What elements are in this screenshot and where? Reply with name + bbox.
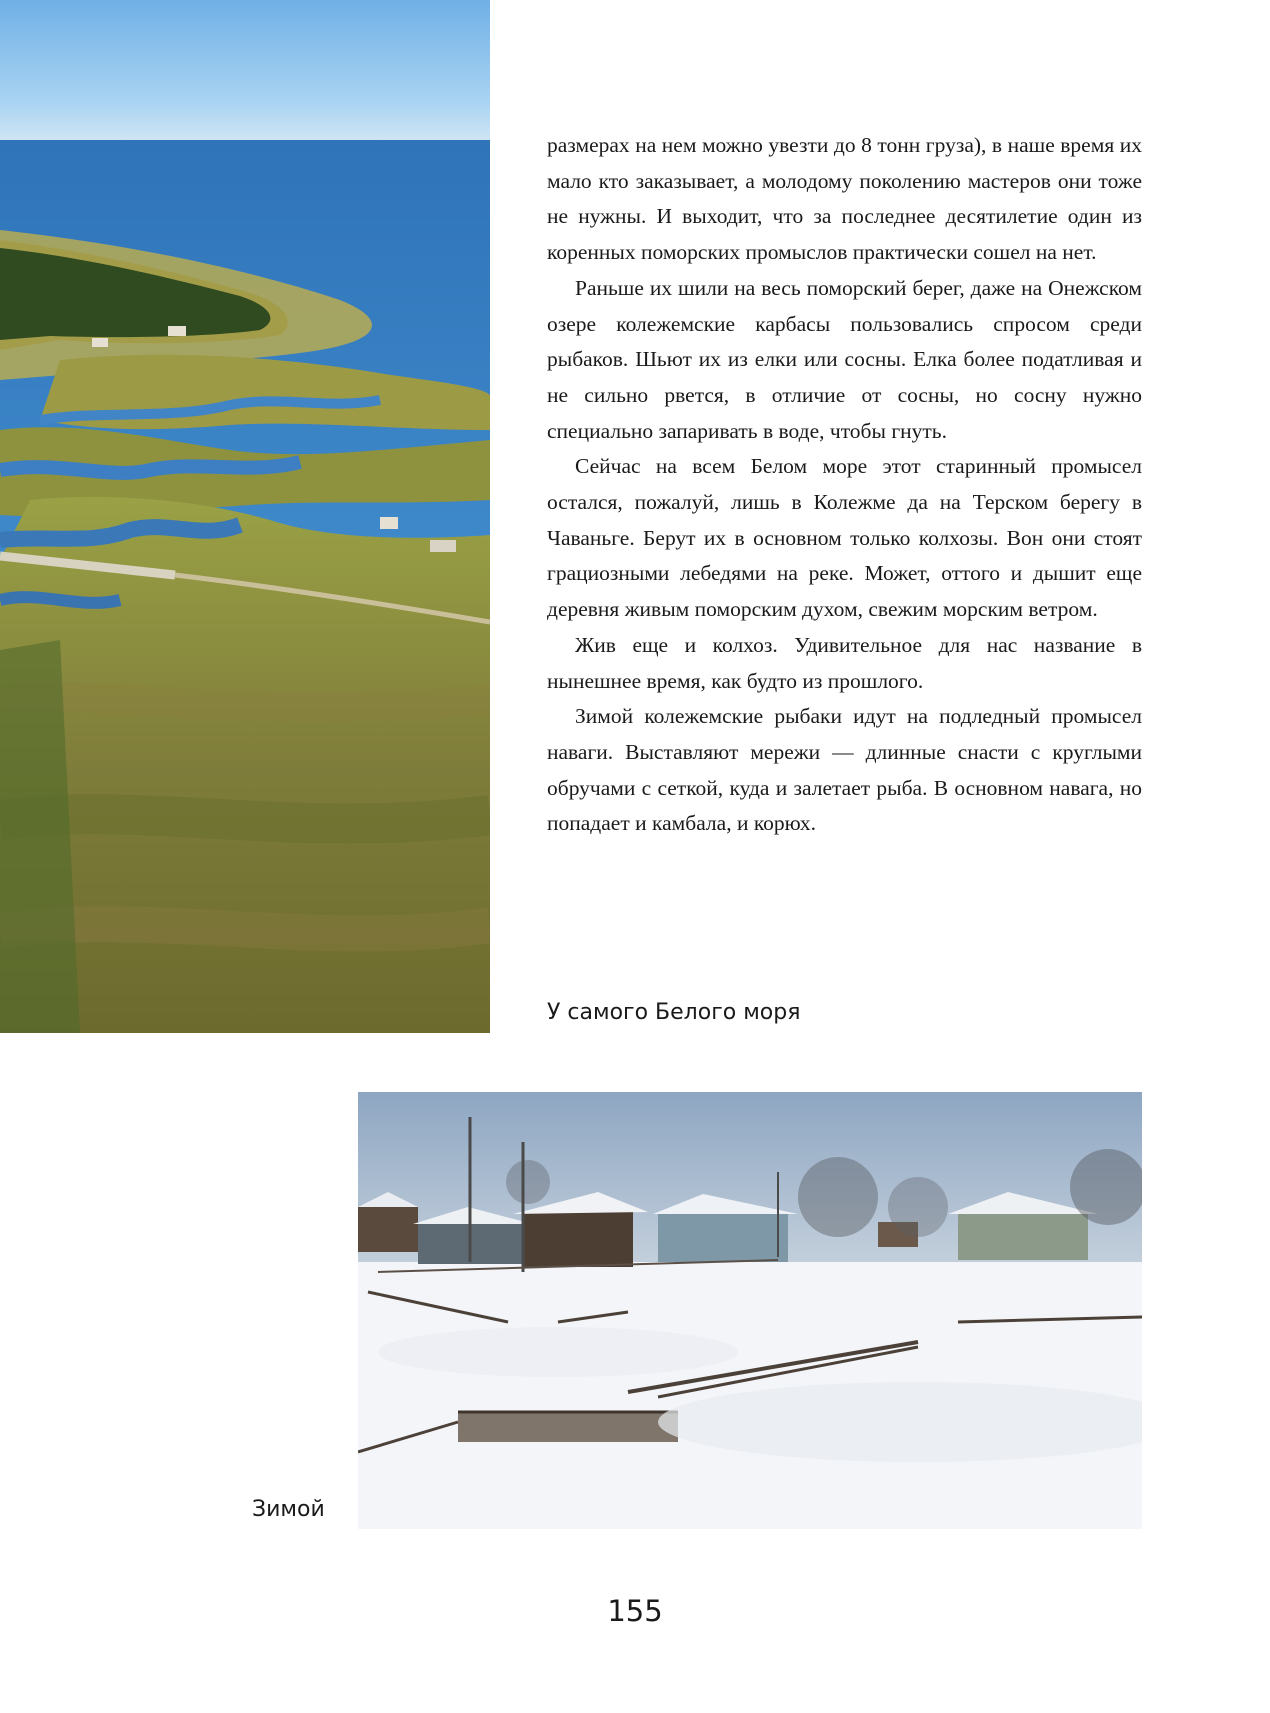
paragraph: Раньше их шили на весь поморский берег, даже на Онежском озере колежемские карбасы пользовались спросом среди рыбаков. Шьют их из елки или сосны. Елка более податливая и не сильно рвется, в отличие от сосны, но сосну нужно специально запаривать в воде, чтобы гнуть. (547, 275, 1142, 443)
paragraph: Зимой колежемские рыбаки идут на подледный промысел наваги. Выставляют мережи — длинные снасти с круглыми обручами с сеткой, куда и залетает рыба. В основном навага, но попадает и камбала, и корюх. (547, 704, 1142, 836)
paragraph: размерах на нем можно увезти до 8 тонн груза), в наше время их мало кто заказывает, а молодому поколению мастеров они тоже не нужны. И выходит, что за последнее десятилетие один из коренных поморских промыслов практически сошел на нет. (547, 133, 1142, 265)
winter-village-photo (358, 1092, 1142, 1529)
paragraph: Сейчас на всем Белом море этот старинный промысел остался, пожалуй, лишь в Колежме да на Терском берегу в Чаваньге. Берут их в основном только колхозы. Вон они стоят грациозными лебедями на реке. Может, оттого и дышит еще деревня живым поморским духом, свежим морским ветром. (547, 454, 1142, 622)
aerial-coast-photo (0, 0, 490, 1033)
page-number: 155 (607, 1594, 663, 1628)
caption-winter: Зимой (252, 1497, 325, 1522)
body-text (547, 128, 1142, 842)
paragraph: Жив еще и колхоз. Удивительное для нас название в нынешнее время, как будто из прошлого. (547, 632, 1142, 693)
caption-aerial: У самого Белого моря (547, 1000, 801, 1025)
